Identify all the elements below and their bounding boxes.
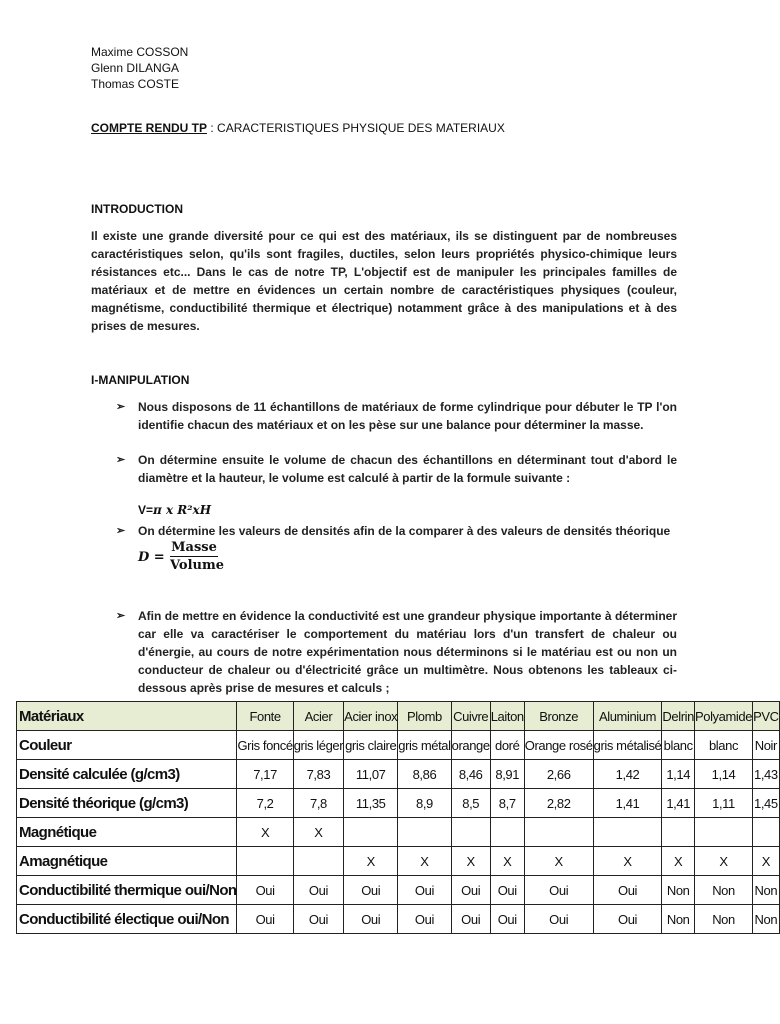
table-cell: Oui (293, 905, 343, 934)
table-cell (694, 818, 752, 847)
table-cell (524, 818, 593, 847)
intro-paragraph: Il existe une grande diversité pour ce qui est des matériaux, ils se distinguent par de nombreuses caractéristiques selon, qu'ils sont fragiles, ductiles, selon leurs propriétés physico-chimique leurs résistances etc... Dans le cas de notre TP, L'objectif est de manipuler les principales familles de matériaux et de mettre en évidences un certain nombre de caractéristiques physiques (couleur, magnétisme, conductibilité thermique et électrique) notamment grâce à des manipulations et à des prises de mesures. (91, 229, 677, 333)
table-cell: Oui (451, 876, 490, 905)
table-cell: X (293, 818, 343, 847)
table-row-header: Couleur (17, 731, 237, 760)
bullet-text: Afin de mettre en évidence la conductivité est une grandeur physique importante à déterminer car elle va caractériser le comportement du matériau lors d'un transfert de chaleur ou d'énergie, au cours de notre expérimentation nous déterminons si le matériau est ou non un conducteur de chaleur ou d'électricité grâce un multimètre. Nous obtenons les tableaux ci-dessous après prise de mesures et calculs ; (138, 609, 677, 695)
table-column-header: Cuivre (451, 702, 490, 731)
table-cell: Noir (753, 731, 780, 760)
author-list (91, 44, 188, 92)
table-cell: 8,9 (398, 789, 451, 818)
table-row (17, 847, 780, 876)
density-denominator: Volume (170, 558, 224, 573)
table-cell: 1,41 (593, 789, 662, 818)
document-title (91, 121, 505, 135)
table-row (17, 905, 780, 934)
table-cell: Oui (344, 905, 398, 934)
table-column-header: Polyamide (694, 702, 752, 731)
arrow-bullet-icon: ➢ (116, 610, 126, 622)
table-cell: Non (753, 905, 780, 934)
table-row-header: Conductibilité thermique oui/Non (17, 876, 237, 905)
table-cell: 7,17 (237, 760, 293, 789)
author-name: Glenn DILANGA (91, 61, 180, 75)
table-cell: 7,2 (237, 789, 293, 818)
author-name: Thomas COSTE (91, 77, 180, 91)
table-cell: X (237, 818, 293, 847)
table-cell: gris léger (293, 731, 343, 760)
table-cell (753, 818, 780, 847)
bullet-item (116, 398, 677, 434)
bullet-text: On détermine les valeurs de densités afin de la comparer à des valeurs de densités théorique (138, 524, 671, 538)
document-title-separator: : (207, 121, 218, 135)
table-cell: gris claire (344, 731, 398, 760)
bullet-text: Nous disposons de 11 échantillons de matériaux de forme cylindrique pour débuter le TP l'on identifie chacun des matériaux et on les pèse sur une balance pour déterminer la masse. (138, 400, 677, 432)
bullet-item (116, 607, 677, 697)
table-cell: Oui (398, 905, 451, 934)
table-cell: X (524, 847, 593, 876)
table-row-header: Densité calculée (g/cm3) (17, 760, 237, 789)
table-cell: Oui (293, 876, 343, 905)
table-cell: 1,11 (694, 789, 752, 818)
table-cell (593, 818, 662, 847)
table-cell: 1,14 (662, 760, 695, 789)
table-cell: Non (694, 905, 752, 934)
table-row (17, 731, 780, 760)
table-cell (662, 818, 695, 847)
table-cell: 1,43 (753, 760, 780, 789)
table-cell: 1,14 (694, 760, 752, 789)
table-cell: X (398, 847, 451, 876)
table-column-header: Aluminium (593, 702, 662, 731)
table-row (17, 876, 780, 905)
materials-table (16, 701, 780, 934)
table-cell: doré (490, 731, 524, 760)
bullet-item (116, 451, 677, 487)
table-cell: blanc (694, 731, 752, 760)
document-title-lead: COMPTE RENDU TP (91, 121, 208, 135)
intro-heading: INTRODUCTION (91, 202, 183, 216)
arrow-bullet-icon: ➢ (116, 454, 126, 466)
table-header-row (17, 702, 780, 731)
table-column-header: Plomb (398, 702, 451, 731)
table-cell: 11,35 (344, 789, 398, 818)
table-cell: 8,7 (490, 789, 524, 818)
document-title-rest: CARACTERISTIQUES PHYSIQUE DES MATERIAUX (217, 121, 505, 135)
table-cell: X (694, 847, 752, 876)
bullet-text: On détermine ensuite le volume de chacun des échantillons en déterminant tout d'abord le diamètre et la hauteur, le volume est calculé à partir de la formule suivante : (138, 453, 677, 485)
table-row-header: Densité théorique (g/cm3) (17, 789, 237, 818)
table-cell (398, 818, 451, 847)
table-cell (344, 818, 398, 847)
table-cell: Oui (524, 905, 593, 934)
table-row-header: Magnétique (17, 818, 237, 847)
author-name: Maxime COSSON (91, 45, 189, 59)
table-cell: 7,8 (293, 789, 343, 818)
table-cell: Oui (593, 876, 662, 905)
table-row (17, 818, 780, 847)
table-cell (490, 818, 524, 847)
table-cell: Oui (593, 905, 662, 934)
table-cell: orange (451, 731, 490, 760)
table-cell: Oui (344, 876, 398, 905)
density-numerator: Masse (171, 540, 217, 555)
table-cell: Non (694, 876, 752, 905)
table-cell: X (753, 847, 780, 876)
table-cell (451, 818, 490, 847)
table-cell: 8,46 (451, 760, 490, 789)
table-cell: 1,42 (593, 760, 662, 789)
table-cell: 11,07 (344, 760, 398, 789)
table-column-header: Acier (293, 702, 343, 731)
table-cell: Non (753, 876, 780, 905)
table-cell: Oui (237, 905, 293, 934)
table-column-header: PVC (753, 702, 780, 731)
table-cell (237, 847, 293, 876)
table-row-header: Conductibilité électique oui/Non (17, 905, 237, 934)
table-column-header: Bronze (524, 702, 593, 731)
table-cell: gris métal (398, 731, 451, 760)
table-cell: X (593, 847, 662, 876)
table-cell: X (490, 847, 524, 876)
table-cell: Oui (490, 876, 524, 905)
table-row-header: Amagnétique (17, 847, 237, 876)
arrow-bullet-icon: ➢ (116, 525, 126, 537)
table-column-header: Delrin (662, 702, 695, 731)
table-cell: Gris foncé (237, 731, 293, 760)
arrow-bullet-icon: ➢ (116, 401, 126, 413)
density-formula-lhs: D = (138, 550, 165, 565)
table-cell (293, 847, 343, 876)
table-cell: Oui (237, 876, 293, 905)
table-cell: 1,45 (753, 789, 780, 818)
volume-formula-prefix: V= (138, 503, 154, 517)
table-cell: blanc (662, 731, 695, 760)
table-cell: 2,66 (524, 760, 593, 789)
table-cell: Oui (490, 905, 524, 934)
manipulation-heading: I-MANIPULATION (91, 373, 190, 387)
table-column-header: Acier inox (344, 702, 398, 731)
table-cell: 7,83 (293, 760, 343, 789)
table-cell: Orange rosé (524, 731, 593, 760)
table-cell: 8,91 (490, 760, 524, 789)
table-cell: Oui (398, 876, 451, 905)
table-column-header: Fonte (237, 702, 293, 731)
table-cell: X (344, 847, 398, 876)
volume-formula-math: π x R²xH (153, 503, 212, 517)
table-cell: X (451, 847, 490, 876)
table-cell: 8,86 (398, 760, 451, 789)
table-cell: 8,5 (451, 789, 490, 818)
table-cell: Non (662, 876, 695, 905)
table-row (17, 789, 780, 818)
table-cell: X (662, 847, 695, 876)
table-cell: Non (662, 905, 695, 934)
table-cell: Oui (451, 905, 490, 934)
volume-formula (138, 503, 211, 517)
density-fraction (170, 540, 224, 573)
table-cell: gris métalisé (593, 731, 662, 760)
table-cell: 2,82 (524, 789, 593, 818)
table-cell: 1,41 (662, 789, 695, 818)
table-row (17, 760, 780, 789)
bullet-item (116, 522, 677, 540)
table-column-header: Laiton (490, 702, 524, 731)
table-cell: Oui (524, 876, 593, 905)
table-corner-header: Matériaux (17, 702, 237, 731)
